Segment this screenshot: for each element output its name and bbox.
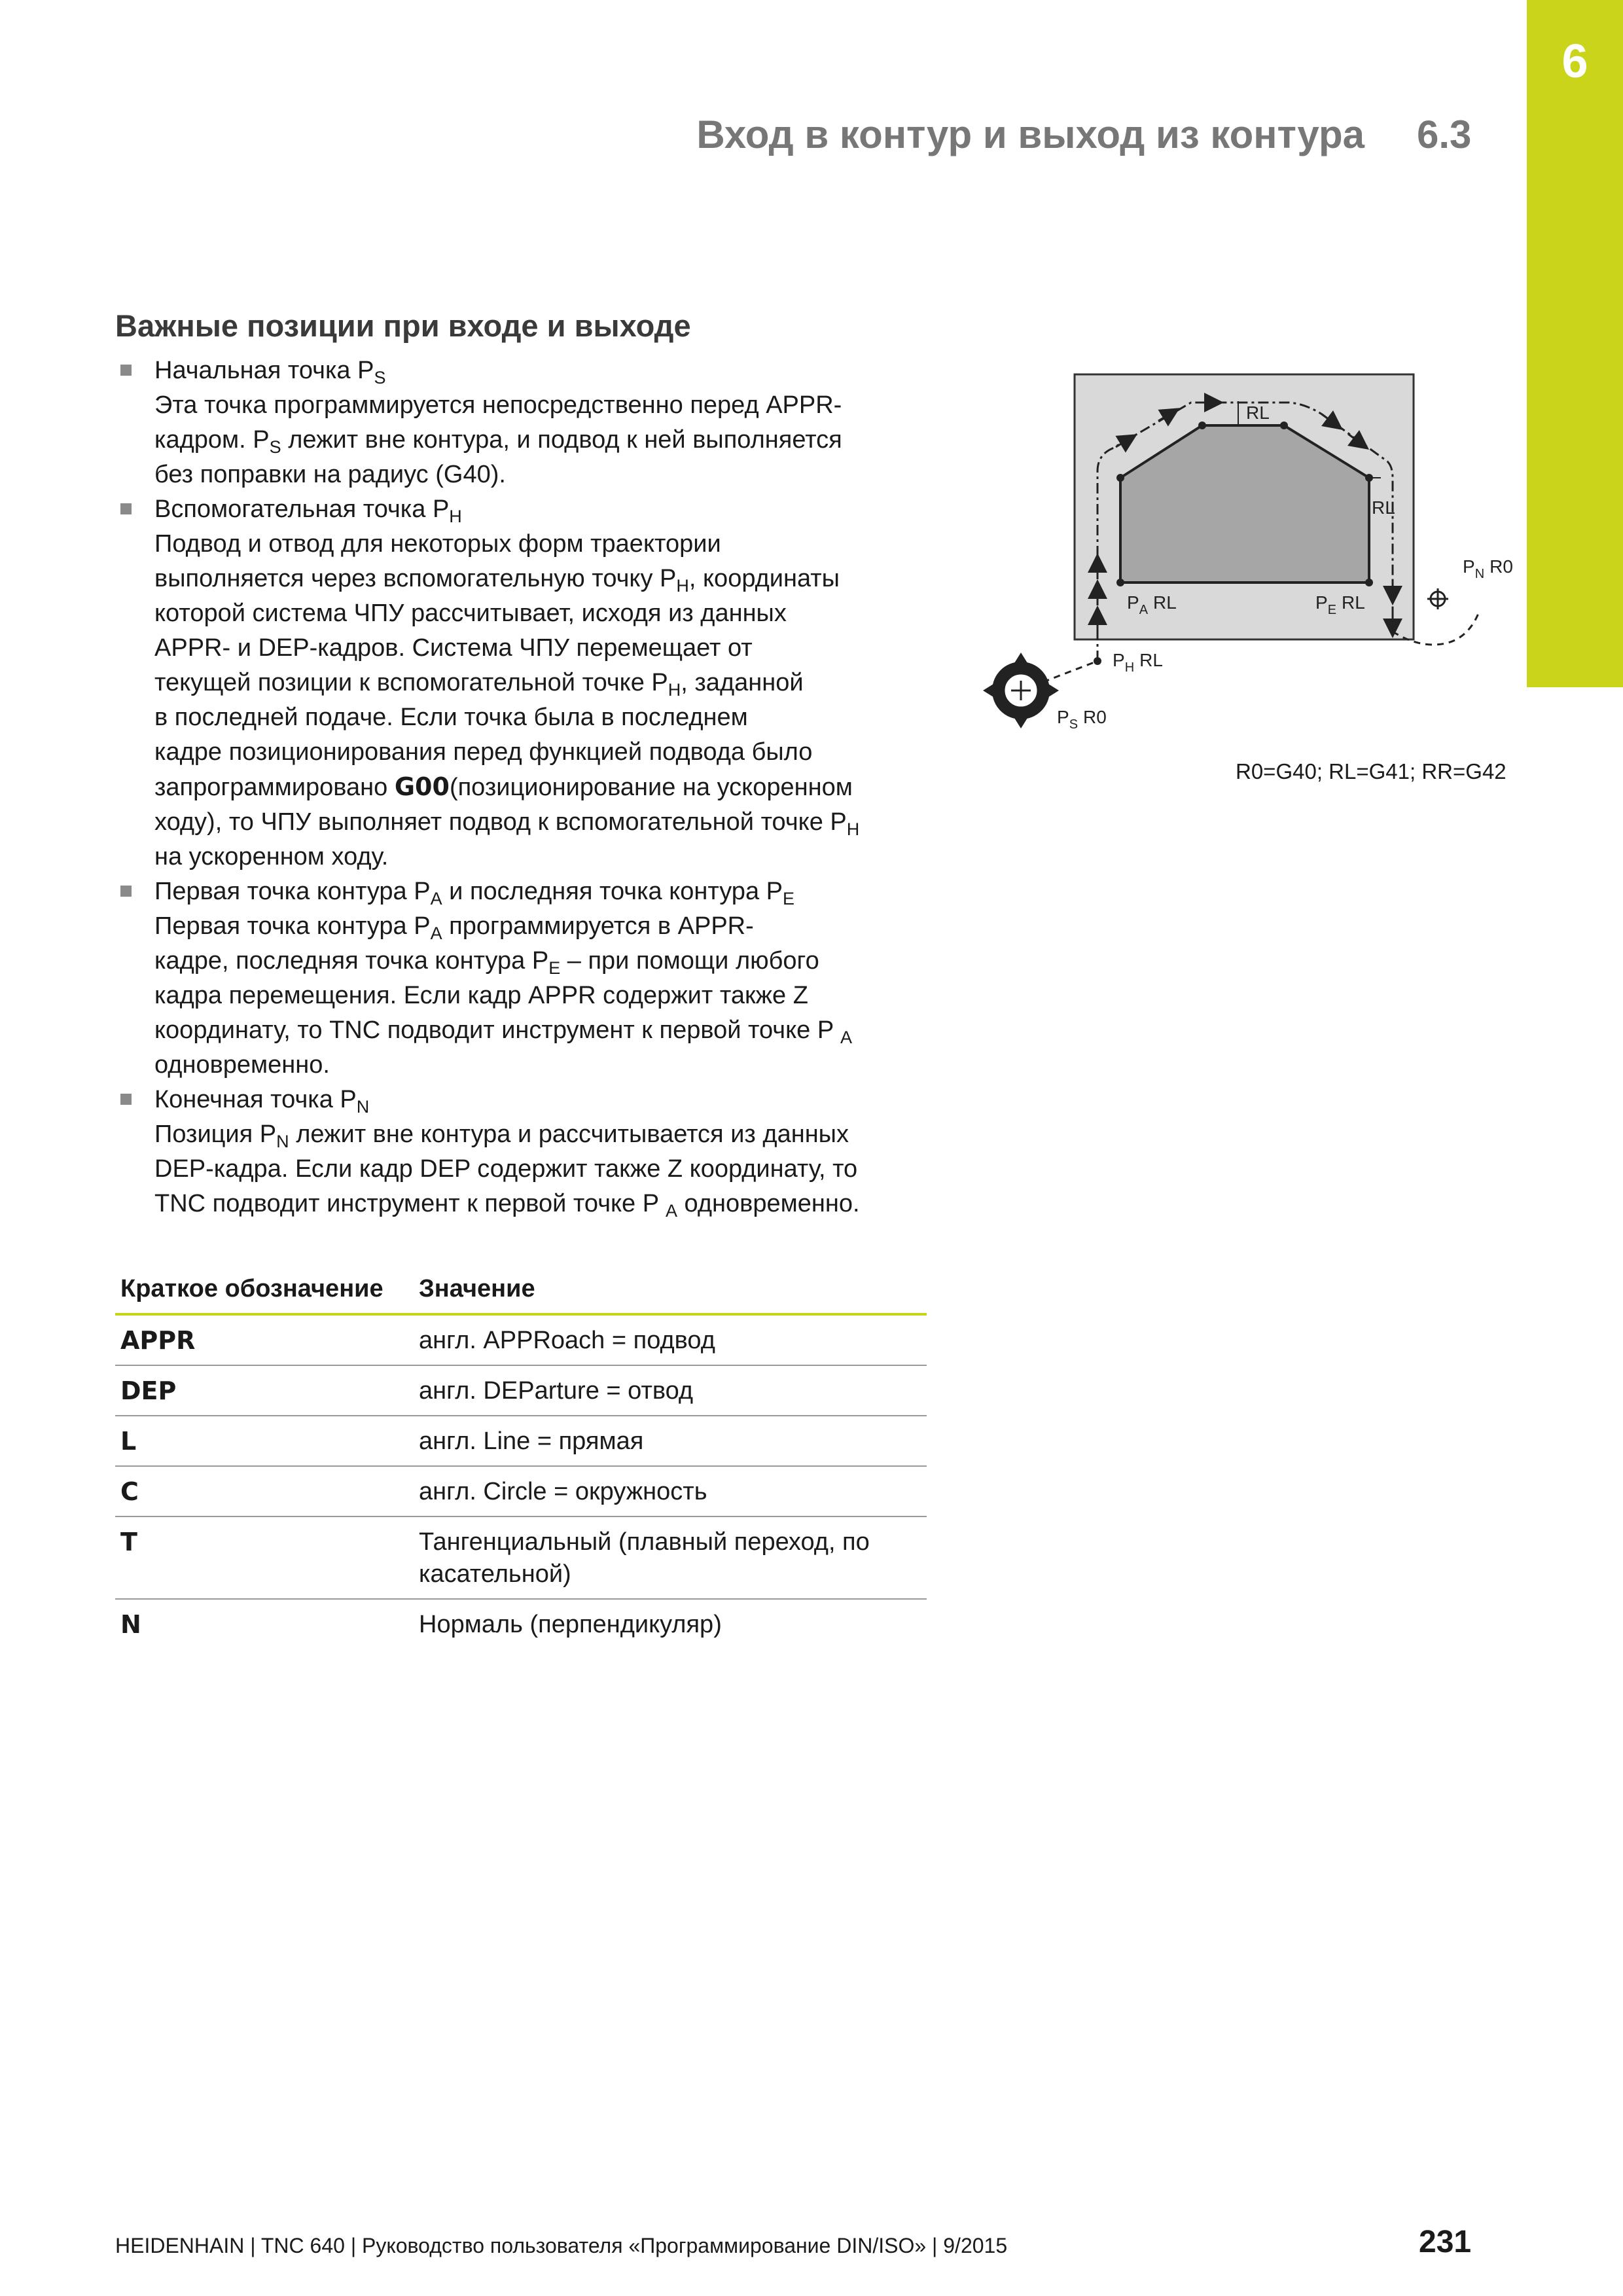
item-head: Начальная точка P: [154, 357, 374, 384]
table-row: C англ. Circle = окружность: [115, 1466, 927, 1516]
abbreviation-table: [115, 1268, 927, 1649]
list-item-start-point: Начальная точка $P_S$ Эта точка программируется непосредственно перед APPR- кадром. $P_S$ лежит вне контура, и подвод к ней выполняется без поправки на радиус (G40).: [115, 353, 933, 492]
page-header-section: 6.3: [1417, 113, 1472, 156]
label-pn: $P_N$ R0: [1463, 556, 1513, 581]
label-rl-top: RL: [1246, 403, 1270, 423]
table-row: DEP англ. DEParture = отвод: [115, 1365, 927, 1416]
bullet-icon: [120, 503, 132, 514]
item-head: Первая точка контура P: [154, 878, 431, 905]
pn-crosshair-icon: [1427, 588, 1448, 609]
col-header-meaning: Значение: [414, 1268, 927, 1314]
list-item-end-point: Конечная точка $P_N$ Позиция $P_N$ лежит вне контура и рассчитывается из данных DEP-кадра. Если кадр DEP содержит также Z координату, то TNC подводит инструмент к первой точке P $_A$ одновременно.: [115, 1083, 933, 1221]
bullet-icon: [120, 1094, 132, 1105]
list-item-first-last-point: Первая точка контура $P_A$ и последняя точка контура $P_E$ Первая точка контура $P_A$ программируется в APPR- кадре, последняя точка контура $P_E$ – при помощи любого кадра перемещения. Если кадр APPR содержит также Z координату, то TNC подводит инструмент к первой точке P $_A$ одновременно.: [115, 874, 933, 1083]
page-header-title: Вход в контур и выход из контура: [696, 113, 1364, 156]
item-head: Вспомогательная точка P: [154, 495, 450, 523]
code-g00: G00: [394, 772, 450, 801]
table-row: L англ. Line = прямая: [115, 1416, 927, 1466]
chapter-number: 6: [1561, 35, 1588, 88]
table-row: APPR англ. APPRoach = подвод: [115, 1314, 927, 1365]
list-item-auxiliary-point: Вспомогательная точка $P_H$ Подвод и отвод для некоторых форм траектории выполняется через вспомогательную точку $P_H$, координаты которой система ЧПУ рассчитывает, исходя из данных APPR- и DEP-кадров. Система ЧПУ перемещает от текущей позиции к вспомогательной точке $P_H$, заданной в последней подаче. Если точка была в последнем кадре позиционирования перед функцией подвода было запрограммировано G00(позиционирование на ускоренном ходу), то ЧПУ выполняет подвод к вспомогательной точке $P_H$ на ускоренном ходу.: [115, 492, 933, 874]
label-ph: $P_H$ RL: [1113, 650, 1163, 675]
approach-contour-diagram: [982, 357, 1525, 749]
section-title: Важные позиции при входе и выходе: [115, 308, 691, 343]
label-rl-right: RL: [1372, 497, 1395, 518]
label-pe: $P_E$ RL: [1315, 592, 1365, 617]
col-header-abbr: Краткое обозначение: [115, 1268, 414, 1314]
table-row: N Нормаль (перпендикуляр): [120, 1610, 722, 1639]
page-number: 231: [1419, 2225, 1472, 2259]
figure-caption: R0=G40; RL=G41; RR=G42: [1236, 759, 1507, 783]
item-head: Конечная точка P: [154, 1086, 357, 1113]
page-footer: HEIDENHAIN | TNC 640 | Руководство пользователя «Программирование DIN/ISO» | 9/2015: [115, 2234, 1008, 2257]
bullet-icon: [120, 886, 132, 897]
label-pa: $P_A$ RL: [1127, 592, 1177, 617]
table-row: T Тангенциальный (плавный переход, по касательной): [115, 1516, 927, 1599]
body-text: [115, 353, 933, 1221]
bullet-icon: [120, 365, 132, 376]
label-ps: $P_S$ R0: [1057, 707, 1107, 732]
chapter-tab: [1527, 0, 1623, 687]
table-header-row: [115, 1268, 927, 1314]
milling-cutter-icon: [983, 653, 1059, 728]
